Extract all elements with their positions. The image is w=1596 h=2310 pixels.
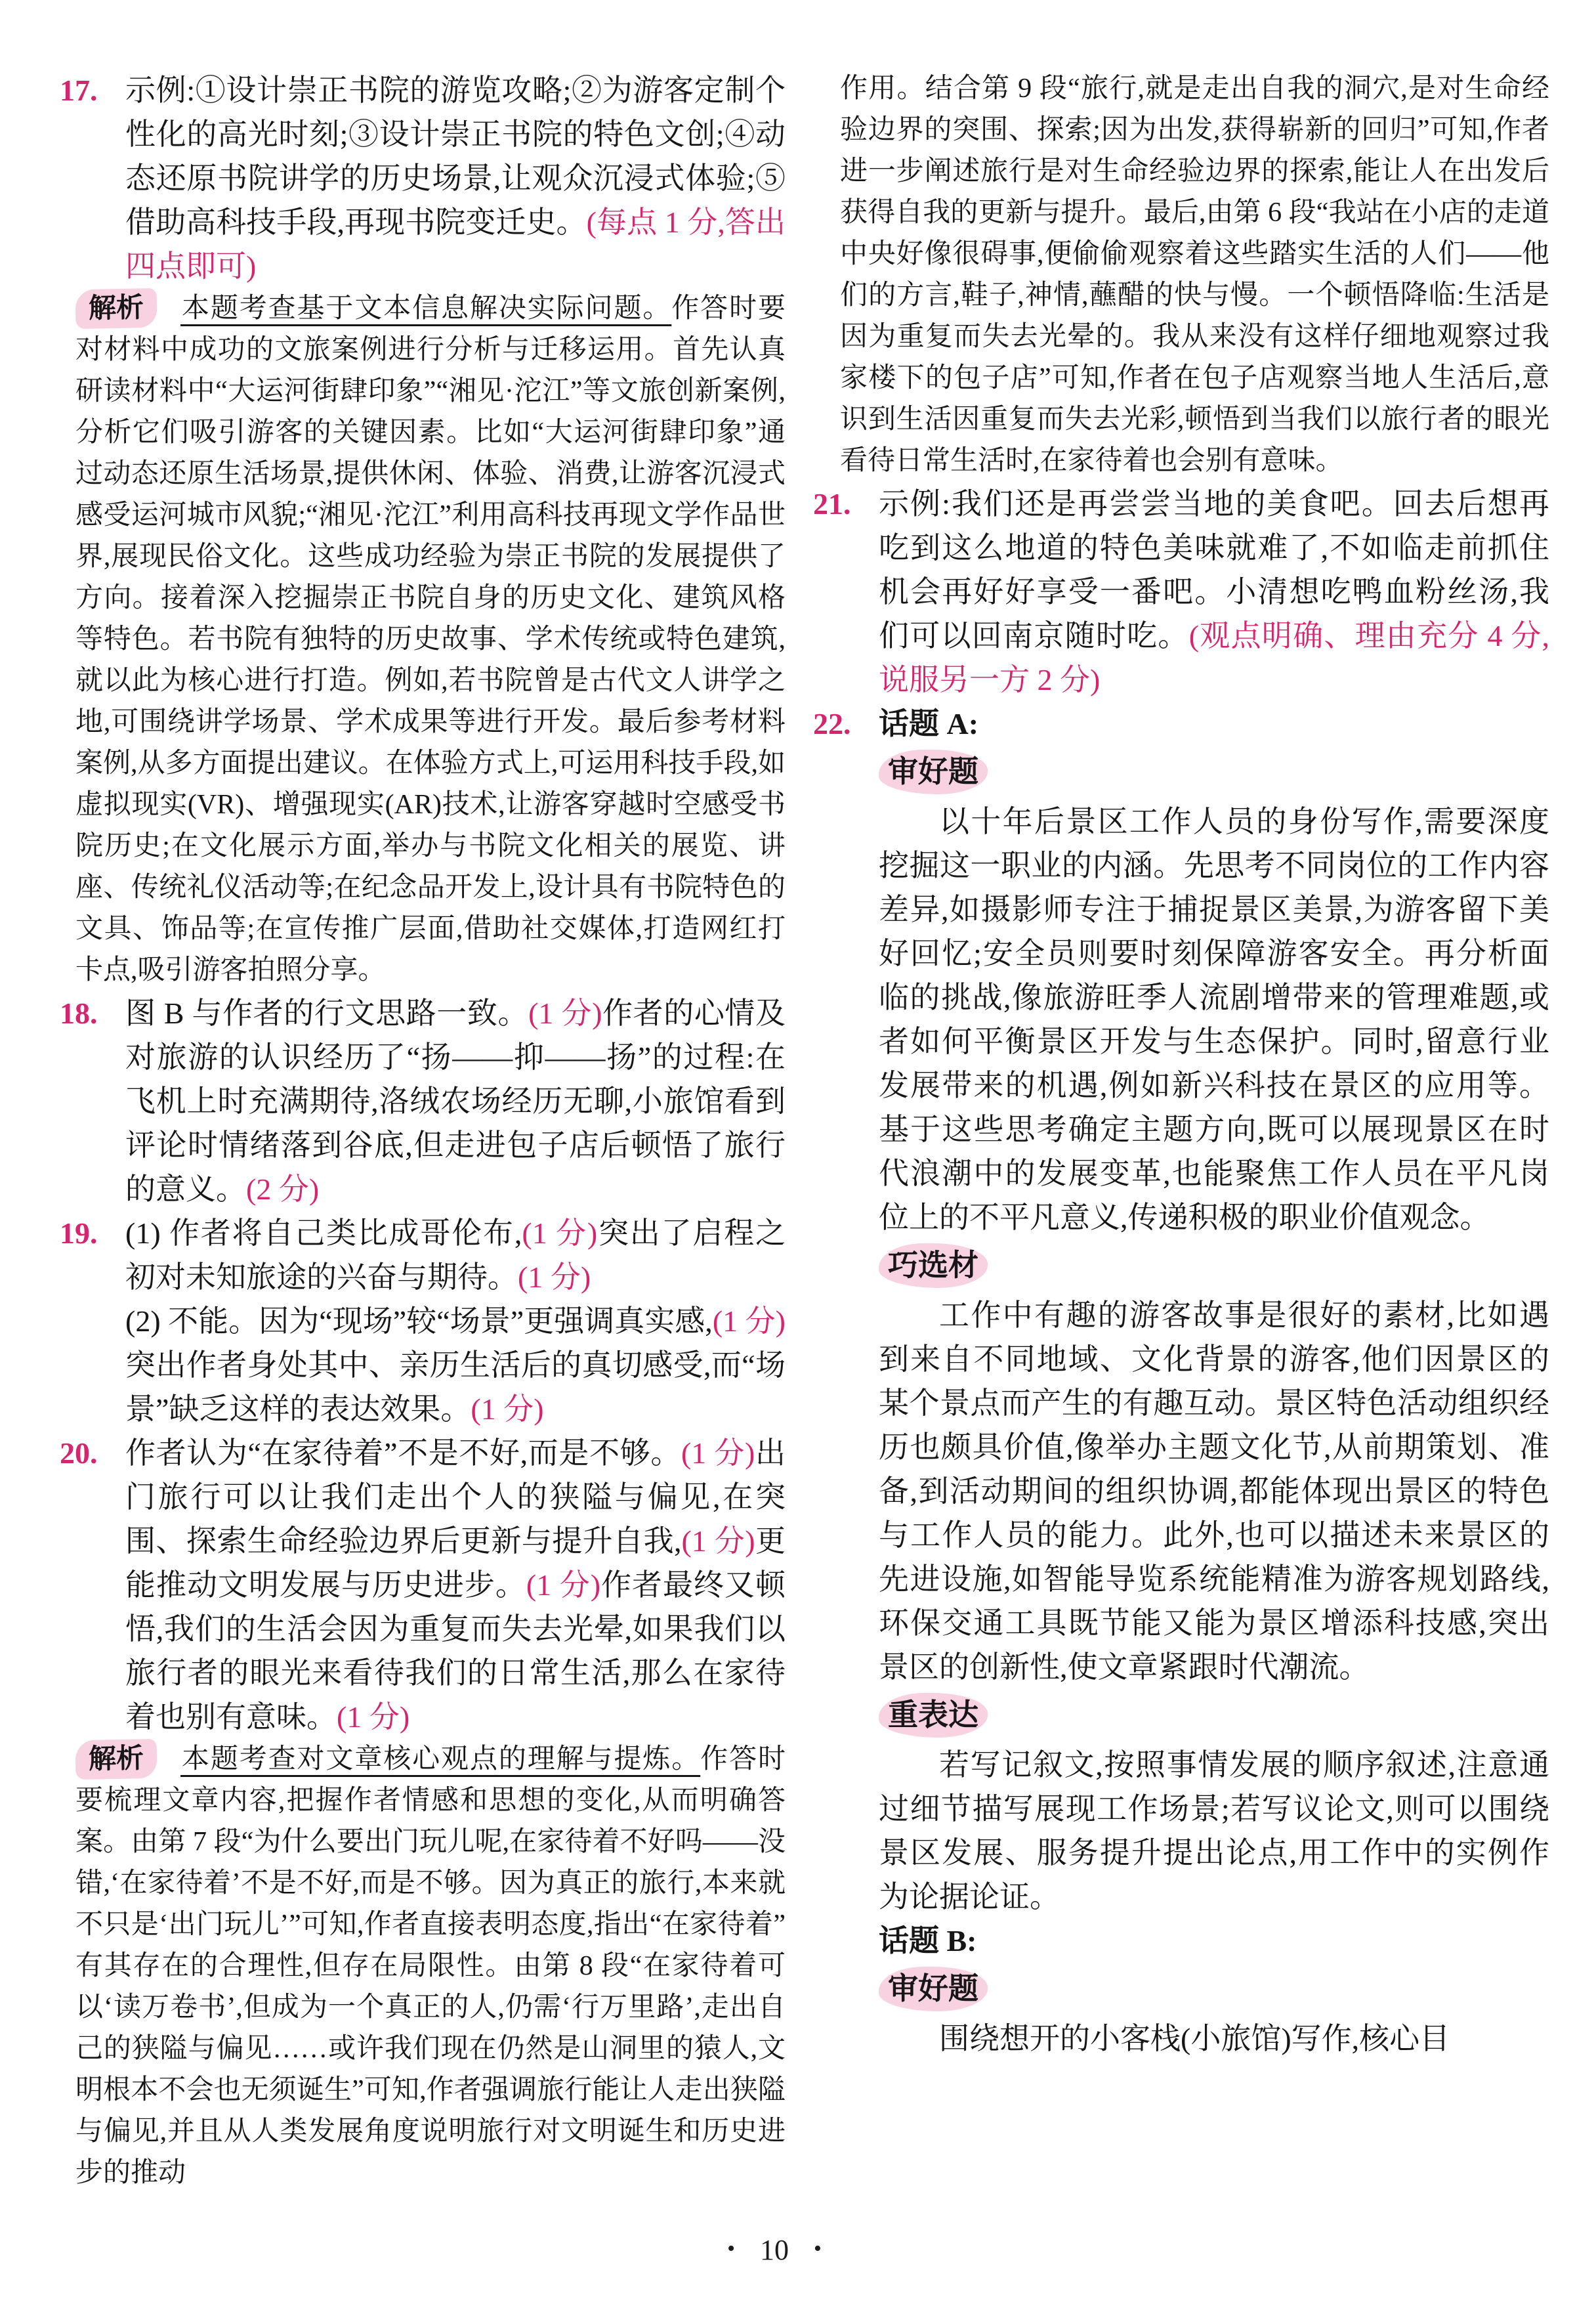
- score-note: (1 分): [681, 1436, 755, 1470]
- answer-item-20: [62, 1431, 786, 1739]
- tip-label-line: [879, 1967, 1549, 2011]
- score-note: (1 分): [337, 1700, 410, 1734]
- answer-item-19: [62, 1211, 786, 1431]
- page-number: 10: [760, 2234, 789, 2266]
- answer-text: 示例:我们还是再尝尝当地的美食吧。回去后想再吃到这么地道的特色美味就难了,不如临走前抓住机会再好好享受一番吧。小清想吃鸭血粉丝汤,我们可以回南京随时吃。: [879, 487, 1549, 652]
- tip-paragraph-examine-topic-b: 围绕想开的小客栈(小旅馆)写作,核心目: [939, 2022, 1450, 2055]
- analysis-continuation: [840, 68, 1549, 482]
- right-column: [813, 68, 1549, 2061]
- analysis-body: 作答时要梳理文章内容,把握作者情感和思想的变化,从而明确答案。由第 7 段“为什么要出门玩儿呢,在家待着不好吗——没错,‘在家待着’不是不好,而是不够。因为真正的旅行,本来就不只是‘出门玩儿’”可知,作者直接表明态度,指出“在家待着”有其存在的合理性,但存在局限性。由第 8 段“在家待着可以‘读万卷书’,但成为一个真正的人,仍需‘行万里路’,走出自己的狭隘与偏见……或许我们现在仍然是山洞里的猿人,文明根本不会也无须诞生”可知,作者强调旅行能让人走出狭隘与偏见,并且从人类发展角度说明旅行对文明诞生和历史进步的推动: [75, 1744, 786, 2188]
- analysis-body: 作答时要对材料中成功的文旅案例进行分析与迁移运用。首先认真研读材料中“大运河街肆印象”“湘见·沱江”等文旅创新案例,分析它们吸引游客的关键因素。比如“大运河街肆印象”通过动态还原生活场景,提供休闲、体验、消费,让游客沉浸式感受运河城市风貌;“湘见·沱江”利用高科技再现文学作品世界,展现民俗文化。这些成功经验为崇正书院的发展提供了方向。接着深入挖掘崇正书院自身的历史文化、建筑风格等特色。若书院有独特的历史故事、学术传统或特色建筑,就以此为核心进行打造。例如,若书院曾是古代文人讲学之地,可围绕讲学场景、学术成果等进行开发。最后参考材料案例,从多方面提出建议。在体验方式上,可运用科技手段,如虚拟现实(VR)、增强现实(AR)技术,让游客穿越时空感受书院历史;在文化展示方面,举办与书院文化相关的展览、讲座、传统礼仪活动等;在纪念品开发上,设计具有书院特色的文具、饰品等;在宣传推广层面,借助社交媒体,打造网红打卡点,吸引游客拍照分享。: [75, 293, 786, 985]
- item-number-17: 17.: [60, 74, 98, 107]
- score-note: (1 分): [681, 1524, 755, 1558]
- tip-label-zhong-biao-da: 重表达: [879, 1693, 988, 1738]
- tip-paragraph-examine-topic: 以十年后景区工作人员的身份写作,需要深度挖掘这一职业的内涵。先思考不同岗位的工作内容差异,如摄影师专注于捕捉景区美景,为游客留下美好回忆;安全员则要时刻保障游客安全。再分析面临的挑战,像旅游旺季人流剧增带来的管理难题,或者如何平衡景区开发与生态保护。同时,留意行业发展带来的机遇,例如新兴科技在景区的应用等。基于这些思考确定主题方向,既可以展现景区在时代浪潮中的发展变革,也能聚焦工作人员在平凡岗位上的不平凡意义,传递积极的职业价值观念。: [879, 805, 1549, 1234]
- score-note: (1 分): [712, 1304, 786, 1338]
- answer-text: 示例:①设计崇正书院的游览攻略;②为游客定制个性化的高光时刻;③设计崇正书院的特色文创;④动态还原书院讲学的历史场景,让观众沉浸式体验;⑤借助高科技手段,再现书院变迁史。: [125, 74, 786, 239]
- score-note: (观点明确、理由充分 4 分,说服另一方 2 分): [879, 619, 1549, 696]
- analysis-focus: 本题考查对文章核心观点的理解与提炼。: [180, 1744, 701, 1774]
- answer-text: 出门旅行可以让我们走出个人的狭隘与偏见,在突围、探索生命经验边界后更新与提升自我,: [125, 1436, 786, 1558]
- answer-item-18: [62, 991, 786, 1211]
- tip-label-shen-hao-ti-b: 审好题: [879, 1967, 988, 2011]
- analysis-block-17: [75, 288, 786, 991]
- answer-item-17: [62, 68, 786, 288]
- analysis-block-20: [75, 1739, 786, 2194]
- page-footer: [0, 2233, 1549, 2267]
- answer-text: 作者的心情及对旅游的认识经历了“扬——抑——扬”的过程:在飞机上时充满期待,洛绒农场经历无聊,小旅馆看到评论时情绪落到谷底,但走进包子店后顿悟了旅行的意义。: [125, 996, 786, 1206]
- tip-label-shen-hao-ti: 审好题: [879, 750, 988, 794]
- answer-text: 更能推动文明发展与历史进步。: [125, 1524, 786, 1602]
- footer-bullet-right: •: [814, 2236, 822, 2261]
- item-number-21: 21.: [813, 487, 851, 521]
- item-number-22: 22.: [813, 707, 851, 740]
- answer-text: 作者认为“在家待着”不是不好,而是不够。: [125, 1436, 681, 1470]
- score-note: (1 分): [528, 996, 602, 1030]
- tip-label-line: [879, 1693, 1549, 1738]
- answer-text: 图 B 与作者的行文思路一致。: [125, 996, 529, 1030]
- tip-paragraph-expression: 若写记叙文,按照事情发展的顺序叙述,注意通过细节描写展现工作场景;若写议论文,则可以围绕景区发展、服务提升提出论点,用工作中的实例作为论据论证。: [879, 1748, 1549, 1914]
- tip-paragraph-select-material: 工作中有趣的游客故事是很好的素材,比如遇到来自不同地域、文化背景的游客,他们因景区的某个景点而产生的有趣互动。景区特色活动组织经历也颇具价值,像举办主题文化节,从前期策划、准备,到活动期间的组织协调,都能体现出景区的特色与工作人员的能力。此外,也可以描述未来景区的先进设施,如智能导览系统能精准为游客规划路线,环保交通工具既节能又能为景区增添科技感,突出景区的创新性,使文章紧跟时代潮流。: [879, 1298, 1549, 1684]
- answer-paragraph: [879, 482, 1549, 702]
- answer-paragraph: [125, 991, 786, 1211]
- topic-a-heading: 话题 A:: [879, 707, 979, 740]
- footer-bullet-left: •: [727, 2236, 735, 2261]
- tip-label-line: [879, 750, 1549, 794]
- topic-b-heading: 话题 B:: [879, 1924, 977, 1957]
- item-number-19: 19.: [60, 1216, 98, 1250]
- score-note: (1 分): [526, 1568, 601, 1602]
- score-note: (每点 1 分,答出四点即可): [125, 205, 786, 283]
- tip-label-line: [879, 1243, 1549, 1288]
- answer-subitem-2: [125, 1299, 786, 1431]
- score-note: (1 分): [518, 1260, 591, 1294]
- left-column: [62, 68, 786, 2194]
- item-number-20: 20.: [60, 1436, 98, 1470]
- score-note: (2 分): [246, 1172, 320, 1206]
- answer-text: 作者最终又顿悟,我们的生活会因为重复而失去光晕,如果我们以旅行者的眼光来看待我们的日常生活,那么在家待着也别有意味。: [125, 1568, 786, 1734]
- analysis-body: 作用。结合第 9 段“旅行,就是走出自我的洞穴,是对生命经验边界的突围、探索;因为出发,获得崭新的回归”可知,作者进一步阐述旅行是对生命经验边界的探索,能让人在出发后获得自我的更新与提升。最后,由第 6 段“我站在小店的走道中央好像很碍事,便偷偷观察着这些踏实生活的人们——他们的方言,鞋子,神情,蘸醋的快与慢。一个顿悟降临:生活是因为重复而失去光晕的。我从来没有这样仔细地观察过我家楼下的包子店”可知,作者在包子店观察当地人生活后,意识到生活因重复而失去光彩,顿悟到当我们以旅行者的眼光看待日常生活时,在家待着也会别有意味。: [840, 74, 1549, 476]
- answer-text: (1) 作者将自己类比成哥伦布,: [125, 1216, 522, 1250]
- score-note: (1 分): [522, 1216, 598, 1250]
- analysis-label: 解析: [75, 1739, 157, 1780]
- analysis-label: 解析: [75, 288, 157, 329]
- score-note: (1 分): [471, 1392, 544, 1426]
- answer-text: 突出了启程之初对未知旅途的兴奋与期待。: [125, 1216, 786, 1294]
- analysis-focus: 本题考查基于文本信息解决实际问题。: [180, 293, 672, 324]
- answer-paragraph: [125, 1431, 786, 1739]
- answer-subitem-1: [125, 1211, 786, 1299]
- answer-paragraph: [125, 68, 786, 288]
- tip-label-qiao-xuan-cai: 巧选材: [879, 1243, 988, 1288]
- answer-text: 突出作者身处其中、亲历生活后的真切感受,而“场景”缺乏这样的表达效果。: [125, 1348, 786, 1426]
- answer-item-21: [813, 482, 1549, 702]
- answer-item-22: [813, 702, 1549, 2061]
- item-number-18: 18.: [60, 996, 98, 1030]
- answer-text: (2) 不能。因为“现场”较“场景”更强调真实感,: [125, 1304, 713, 1338]
